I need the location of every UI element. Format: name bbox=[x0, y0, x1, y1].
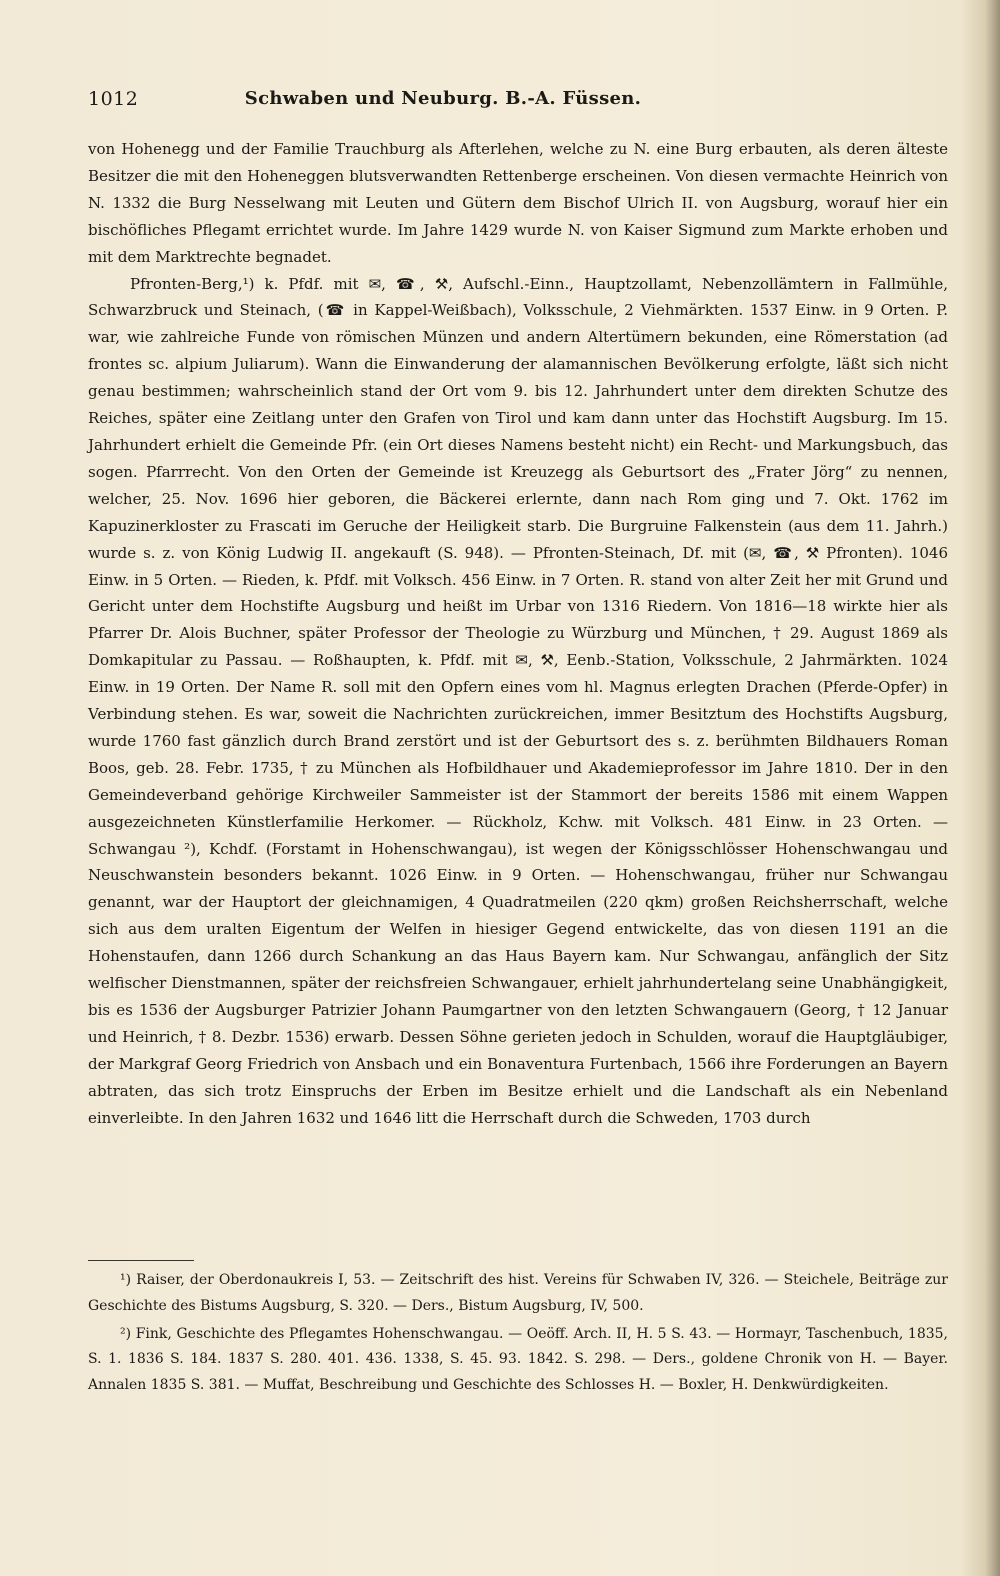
paragraph-nesselwang-continued: von Hohenegg und der Familie Trauchburg als Afterlehen, welche zu N. eine Burg erbauten, als deren älteste Besitzer die mit den Hoheneggen blutsverwandten Rettenberge erscheinen. Von diesen vermachte Heinrich von N. 1332 die Burg Nesselwang mit Leuten und Gütern dem Bischof Ulrich II. von Augsburg, worauf hier ein bischöfliches Pflegamt errichtet wurde. Im Jahre 1429 wurde N. von Kaiser Sigmund zum Markte erhoben und mit dem Marktrechte begnadet. bbox=[88, 140, 948, 266]
page-number: 1012 bbox=[88, 88, 139, 110]
paragraph-pfronten: Pfronten-Berg,¹) k. Pfdf. mit ✉, ☎, ⚒, Aufschl.-Einn., Hauptzollamt, Nebenzollämtern in Fallmühle, Schwarzbruck und Steinach, (☎ in Kappel-Weißbach), Volksschule, 2 Viehmärkten. 1537 Einw. in 9 Orten. P. war, wie zahlreiche Funde von römischen Münzen und andern Altertümern bekunden, eine Römerstation (ad frontes sc. alpium Juliarum). Wann die Einwanderung der alamannischen Bevölkerung erfolgte, läßt sich nicht genau bestimmen; wahrscheinlich stand der Ort vom 9. bis 12. Jahrhundert unter dem direkten Schutze des Reiches, später eine Zeitlang unter den Grafen von Tirol und kam dann unter das Hochstift Augsburg. Im 15. Jahrhundert erhielt die Gemeinde Pfr. (ein Ort dieses Namens besteht nicht) ein Recht- und Markungsbuch, das sogen. Pfarrrecht. Von den Orten der Gemeinde ist Kreuzegg als Geburtsort des „Frater Jörg“ zu nennen, welcher, 25. Nov. 1696 hier geboren, die Bäckerei erlernte, dann nach Rom ging und 7. Okt. 1762 im Kapuzinerkloster zu Frascati im Geruche der Heiligkeit starb. Die Burgruine Falkenstein (aus dem 11. Jahrh.) wurde s. z. von König Ludwig II. angekauft (S. 948). — Pfronten-Steinach, Df. mit (✉, ☎, ⚒ Pfronten). 1046 Einw. in 5 Orten. — Rieden, k. Pfdf. mit Volksch. 456 Einw. in 7 Orten. R. stand von alter Zeit her mit Grund und Gericht unter dem Hochstifte Augsburg und heißt im Urbar von 1316 Riedern. Von 1816—18 wirkte hier als Pfarrer Dr. Alois Buchner, später Professor der Theologie zu Würzburg und München, † 29. August 1869 als Domkapitular zu Passau. — Roßhaupten, k. Pfdf. mit ✉, ⚒, Eenb.-Station, Volksschule, 2 Jahrmärkten. 1024 Einw. in 19 Orten. Der Name R. soll mit den Opfern eines vom hl. Magnus erlegten Drachen (Pferde-Opfer) in Verbindung stehen. Es war, soweit die Nachrichten zurückreichen, immer Besitztum des Hochstifts Augsburg, wurde 1760 fast gänzlich durch Brand zerstört und ist der Geburtsort des s. z. berühmten Bildhauers Roman Boos, geb. 28. Febr. 1735, † zu München als Hofbildhauer und Akademieprofessor im Jahre 1810. Der in den Gemeindeverband gehörige Kirchweiler Sammeister ist der Stammort der bereits 1586 mit einem Wappen ausgezeichneten Künstlerfamilie Herkomer. — Rückholz, Kchw. mit Volksch. 481 Einw. in 23 Orten. — Schwangau ²), Kchdf. (Forstamt in Hohenschwangau), ist wegen der Königsschlösser Hohenschwangau und Neuschwanstein besonders bekannt. 1026 Einw. in 9 Orten. — Hohenschwangau, früher nur Schwangau genannt, war der Hauptort der gleichnamigen, 4 Quadratmeilen (220 qkm) großen Reichsherrschaft, welche sich aus dem uralten Eigentum der Welfen in hiesiger Gegend entwickelte, das von diesen 1191 an die Hohenstaufen, dann 1266 durch Schankung an das Haus Bayern kam. Nur Schwangau, anfänglich der Sitz welfischer Dienstmannen, später der reichsfreien Schwangauer, erhielt jahrhundertelang seine Unabhängigkeit, bis es 1536 der Augsburger Patrizier Johann Paumgartner von den letzten Schwangauern (Georg, † 12 Januar und Heinrich, † 8. Dezbr. 1536) erwarb. Dessen Söhne gerieten jedoch in Schulden, worauf die Hauptgläubiger, der Markgraf Georg Friedrich von Ansbach und ein Bonaventura Furtenbach, 1566 ihre Forderungen an Bayern abtraten, das sich trotz Einspruchs der Erben im Besitze erhielt und die Landschaft als ein Nebenland einverleibte. In den Jahren 1632 und 1646 litt die Herrschaft durch die Schweden, 1703 durch bbox=[88, 274, 948, 1127]
page-header bbox=[88, 88, 948, 118]
footnotes bbox=[88, 1268, 948, 1399]
footnote-2: ²) Fink, Geschichte des Pflegamtes Hohenschwangau. — Oeöff. Arch. II, H. 5 S. 43. — Hormayr, Taschenbuch, 1835, S. 1. 1836 S. 184. 1837 S. 280. 401. 436. 1338, S. 45. 93. 1842. S. 298. — Ders., goldene Chronik von H. — Bayer. Annalen 1835 S. 381. — Muffat, Beschreibung und Geschichte des Schlosses H. — Boxler, H. Denkwürdigkeiten. bbox=[88, 1325, 948, 1394]
footnote-divider bbox=[88, 1260, 194, 1261]
footnote-1: ¹) Raiser, der Oberdonaukreis I, 53. — Zeitschrift des hist. Vereins für Schwaben IV, 326. — Steichele, Beiträge zur Geschichte des Bistums Augsburg, S. 320. — Ders., Bistum Augsburg, IV, 500. bbox=[88, 1272, 948, 1314]
running-title: Schwaben und Neuburg. B.-A. Füssen. bbox=[244, 88, 642, 109]
main-text bbox=[88, 136, 948, 1132]
